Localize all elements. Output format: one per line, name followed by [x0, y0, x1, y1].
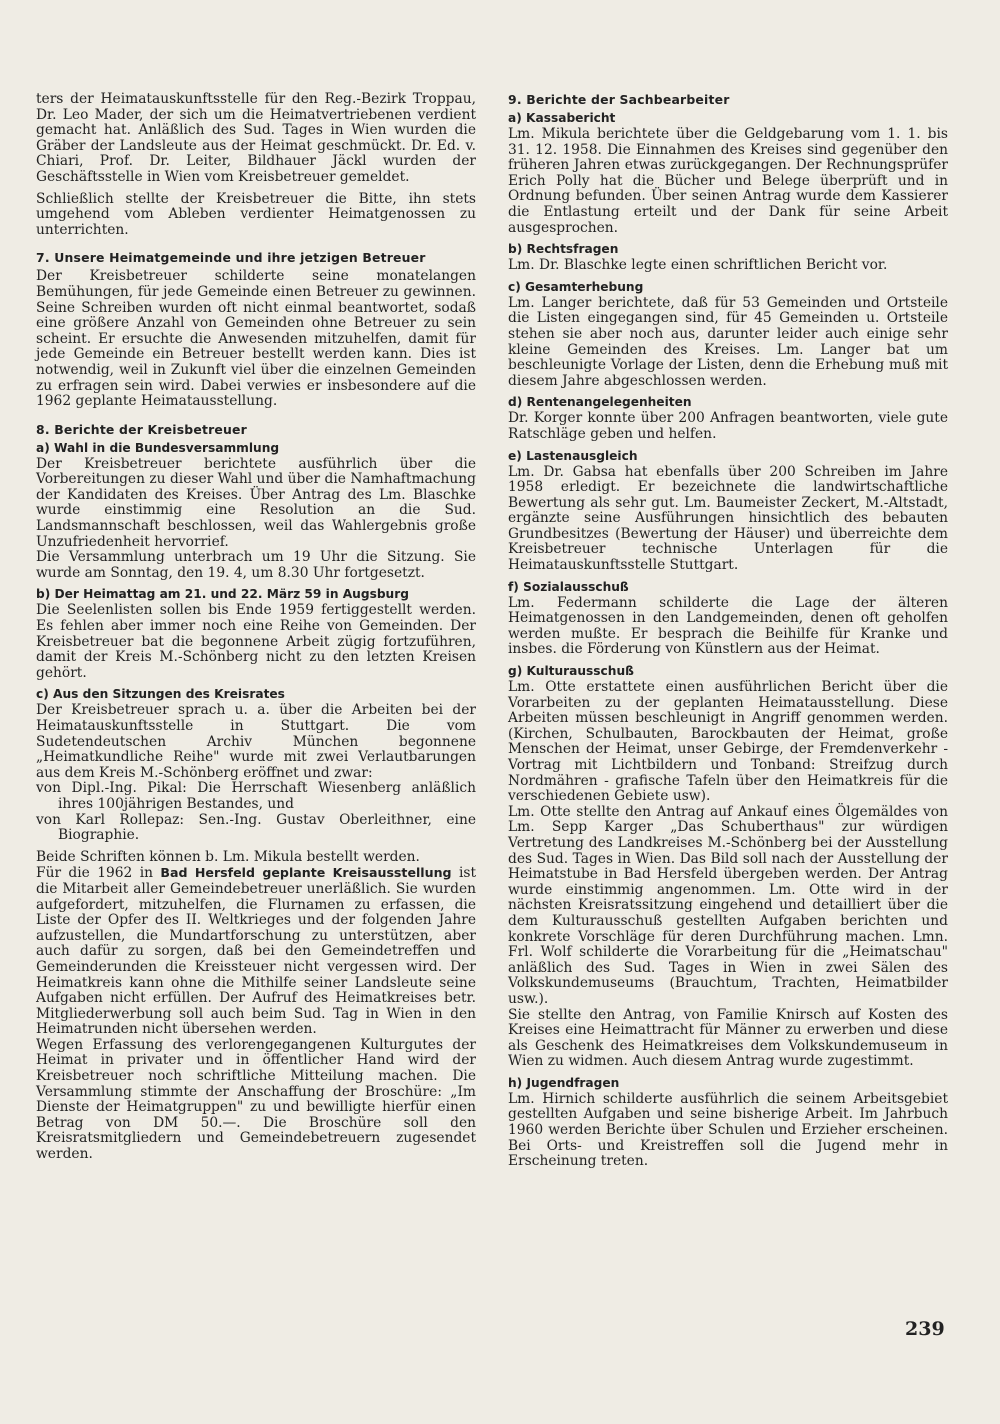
subheading-9e: e) Lastenausgleich	[508, 448, 638, 463]
paragraph	[36, 865, 476, 1038]
paragraph: Lm. Dr. Blaschke legte einen schriftlichen Bericht vor.	[508, 257, 888, 274]
left-column	[36, 92, 476, 1163]
text-run: ist die Mitarbeit aller Gemeindebetreuer unerläßlich. Sie wurden aufgefordert, mitzuhelfen, die Flurnamen zu erfassen, die Liste der Opfer des II. Weltkrieges und der folgenden Jahre aufzustellen, die Mundartforschung zu unterstützen, aber auch dafür zu sorgen, daß bei den Gemeindetreffen und Gemeinderunden die Kreissteuer nicht vergessen wird. Der Heimatkreis kann ohne die Mithilfe seiner Landsleute seine Aufgaben nicht erfüllen. Der Aufruf des Heimatkreises betr. Mitgliederwerbung soll auch beim Sud. Tag in Wien in den Heimatrunden nicht übersehen werden.	[36, 865, 476, 1038]
paragraph: Lm. Federmann schilderte die Lage der älteren Heimatgenossen in den Landgemeinden, denen oft geholfen werden mußte. Er besprach die Beihilfe für Kranke und insbes. die Förderung von Künstlern aus der Heimat.	[508, 594, 948, 658]
subheading-9d: d) Rentenangelegenheiten	[508, 395, 692, 410]
subheading-9b: b) Rechtsfragen	[508, 242, 619, 257]
subheading-9h: h) Jugendfragen	[508, 1075, 620, 1090]
section-heading-9: 9. Berichte der Sachbearbeiter	[508, 92, 730, 107]
paragraph: Lm. Dr. Gabsa hat ebenfalls über 200 Schreiben im Jahre 1958 erledigt. Er bezeichnete die landwirtschaftliche Bewertung als sehr gut. Lm. Baumeister Zeckert, M.-Altstadt, ergänzte seine Ausführungen hinsichtlich des bebauten Grundbesitzes (Bewertung der Häuser) und überreichte dem Kreisbetreuer technische Unterlagen für die Heimatauskunftsstelle Stuttgart.	[508, 463, 948, 574]
section-heading-8: 8. Berichte der Kreisbetreuer	[36, 421, 247, 437]
text-run: Für die 1962 in	[36, 865, 161, 882]
paragraph: Lm. Otte stellte den Antrag auf Ankauf eines Ölgemäldes von Lm. Sepp Karger „Das Schuberthaus" zur würdigen Vertretung des Landkreises M.-Schönberg bei der Ausstellung des Sud. Tages in Wien. Das Bild soll nach der Ausstellung der Heimatstube in Bad Hersfeld übergeben werden. Der Antrag wurde einstimmig angenommen. Lm. Otte wird in der nächsten Kreisratssitzung eingehend und detailliert über die dem Kulturausschuß gestellten Aufgaben berichten und konkrete Vorschläge für deren Durchführung machen. Lmn. Frl. Wolf schilderte die Vorarbeitung für die „Heimatschau" anläßlich des Sud. Tages in Wien in zwei Sälen des Volkskundemuseums (Brauchtum, Trachten, Heimatbilder usw.).	[508, 803, 948, 1007]
paragraph: Lm. Otte erstattete einen ausführlichen Bericht über die Vorarbeiten zu der geplanten Heimatausstellung. Diese Arbeiten müssen beschleunigt in Angriff genommen werden. (Kirchen, Schulbauten, Barockbauten der Heimat, große Menschen der Heimat, unser Gebirge, der Fremdenverkehr - Vortrag mit Lichtbildern und Tonband: Streifzug durch Nordmähren - grafische Tafeln über den Heimatkreis für die verschiedenen Gebiete usw).	[508, 679, 948, 805]
paragraph: Der Kreisbetreuer sprach u. a. über die Arbeiten bei der Heimatauskunftsstelle in Stuttgart. Die vom Sudetendeutschen Archiv München begonnene „Heimatkundliche Reihe" wurde mit zwei Verlautbarungen aus dem Kreis M.-Schönberg eröffnet und zwar:	[36, 702, 476, 781]
paragraph: ters der Heimatauskunftsstelle für den Reg.-Bezirk Troppau, Dr. Leo Mader, der sich um die Heimatvertriebenen verdient gemacht hat. Anläßlich des Sud. Tages in Wien wurden die Gräber der Landsleute aus der Heimat geschmückt. Dr. Ed. v. Chiari, Prof. Dr. Leiter, Bildhauer Jäckl wurden der Geschäftsstelle in Wien vom Kreisbetreuer gemeldet.	[36, 91, 476, 185]
paragraph: Die Versammlung unterbrach um 19 Uhr die Sitzung. Sie wurde am Sonntag, den 19. 4, um 8.30 Uhr fortgesetzt.	[36, 549, 476, 581]
paragraph: Dr. Korger konnte über 200 Anfragen beantworten, viele gute Ratschläge geben und helfen.	[508, 410, 948, 442]
paragraph: Der Kreisbetreuer schilderte seine monatelangen Bemühungen, für jede Gemeinde einen Betreuer zu gewinnen. Seine Schreiben wurden oft nicht einmal beantwortet, sodaß eine größere Anzahl von Gemeinden ohne Betreuer zu sein scheint. Er ersuchte die Anwesenden mitzuhelfen, damit für jede Gemeinde ein Betreuer bestellt werden kann. Dies ist notwendig, weil in Zukunft viel über die einzelnen Gemeinden zu erfragen sein wird. Dabei verwies er insbesondere auf die 1962 geplante Heimatausstellung.	[36, 268, 476, 410]
paragraph: Schließlich stellte der Kreisbetreuer die Bitte, ihn stets umgehend vom Ableben verdienter Heimatgenossen zu unterrichten.	[36, 190, 476, 238]
paragraph: Die Seelenlisten sollen bis Ende 1959 fertiggestellt werden. Es fehlen aber immer noch eine Reihe von Gemeinden. Der Kreisbetreuer bat die begonnene Arbeit zügig fortzuführen, damit der Kreis M.-Schönberg nicht zu den letzten Kreisen gehört.	[36, 602, 476, 681]
paragraph: Lm. Mikula berichtete über die Geldgebarung vom 1. 1. bis 31. 12. 1958. Die Einnahmen des Kreises sind gegenüber den früheren Jahren etwas zurückgegangen. Der Rechnungsprüfer Erich Polly hat die Bücher und Belege überprüft und in Ordnung befunden. Über seinen Antrag wurde dem Kassierer die Entlastung erteilt und der Dank für seine Arbeit ausgesprochen.	[508, 126, 948, 236]
list-item: von Karl Rollepaz: Sen.-Ing. Gustav Oberleithner, eine Biographie.	[36, 811, 476, 844]
subheading-8a: a) Wahl in die Bundesversammlung	[36, 440, 280, 455]
bold-phrase: Bad Hersfeld geplante Kreisausstellung	[160, 865, 452, 881]
subheading-8c: c) Aus den Sitzungen des Kreisrates	[36, 687, 285, 702]
right-column	[508, 92, 948, 1176]
paragraph: Der Kreisbetreuer berichtete ausführlich über die Vorbereitungen zu dieser Wahl und über die Namhaftmachung der Kandidaten des Kreises. Über Antrag des Lm. Blaschke wurde einstimmig eine Resolution an die Sud. Landsmannschaft beschlossen, weil das Wahlergebnis große Unzufriedenheit hervorrief.	[36, 455, 476, 550]
paragraph: Lm. Langer berichtete, daß für 53 Gemeinden und Ortsteile die Listen eingegangen sind, für 45 Gemeinden u. Ortsteile stehen sie aber noch aus, darunter leider auch einige sehr kleine Gemeinden des Kreises. Lm. Langer bat um beschleunigte Vorlage der Listen, denn die Erhebung muß mit diesem Jahre abgeschlossen werden.	[508, 294, 948, 389]
list-item: von Dipl.-Ing. Pikal: Die Herrschaft Wiesenberg anläßlich ihres 100jährigen Bestandes, und	[36, 780, 476, 812]
page-number: 239	[905, 1318, 945, 1340]
subheading-8b: b) Der Heimattag am 21. und 22. März 59 in Augsburg	[36, 587, 409, 602]
paragraph: Beide Schriften können b. Lm. Mikula bestellt werden.	[36, 848, 420, 865]
paragraph: Wegen Erfassung des verlorengegangenen Kulturgutes der Heimat in privater und in öffentlicher Hand wird der Kreisbetreuer noch schriftliche Mitteilung machen. Die Versammlung stimmte der Anschaffung der Broschüre: „Im Dienste der Heimatgruppen" zu und bewilligte hierfür einen Betrag von DM 50.—. Die Broschüre soll den Kreisratsmitgliedern und Gemeindebetreuern zugesendet werden.	[36, 1036, 476, 1163]
section-heading-7: 7. Unsere Heimatgemeinde und ihre jetzigen Betreuer	[36, 250, 426, 266]
subheading-9f: f) Sozialausschuß	[508, 579, 629, 594]
subheading-9a: a) Kassabericht	[508, 111, 616, 125]
paragraph: Lm. Hirnich schilderte ausführlich die seinem Arbeitsgebiet gestellten Aufgaben und seine bisherige Arbeit. Im Jahrbuch 1960 werden Berichte über Schulen und Erzieher erscheinen. Bei Orts- und Kreistreffen soll die Jugend mehr in Erscheinung treten.	[508, 1090, 948, 1170]
subheading-9g: g) Kulturausschuß	[508, 664, 634, 679]
subheading-9c: c) Gesamterhebung	[508, 279, 644, 294]
paragraph: Sie stellte den Antrag, von Familie Knirsch auf Kosten des Kreises eine Heimattracht für Männer zu erwerben und diese als Geschenk des Heimatkreises dem Volkskundemuseum in Wien zu widmen. Auch diesem Antrag wurde zugestimmt.	[508, 1006, 948, 1070]
